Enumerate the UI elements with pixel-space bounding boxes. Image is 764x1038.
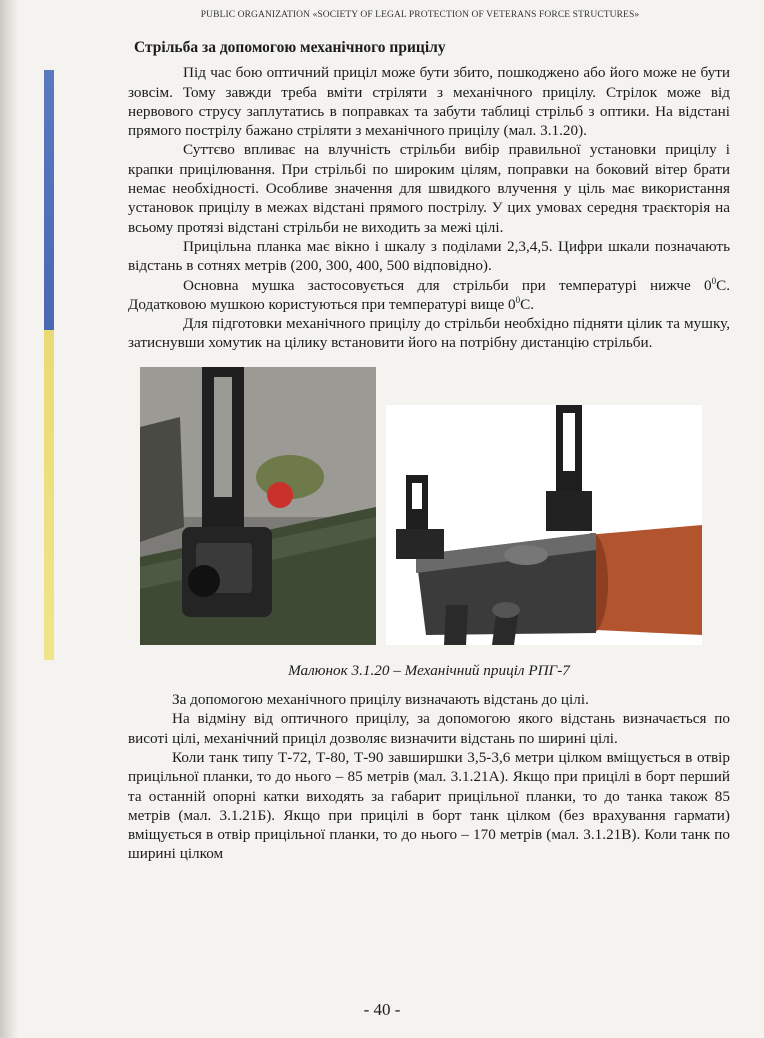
- paragraph: Для підготовки механічного прицілу до стрільби необхідно підняти цілик та мушку, затиснувши хомутик на цілику встановити його на потрібну дистанцію стрільби.: [128, 315, 730, 352]
- flag-strip-blue: [44, 70, 54, 330]
- page-edge-shadow: [0, 0, 18, 1038]
- paragraph: Прицільна планка має вікно і шкалу з поділами 2,3,4,5. Цифри шкали позначають відстань в сотнях метрів (200, 300, 400, 500 відповідно).: [128, 237, 730, 275]
- figure-caption: Малюнок 3.1.20 – Механічний приціл РПГ-7: [288, 661, 570, 679]
- paragraph: За допомогою механічного прицілу визначають відстань до цілі.: [172, 691, 589, 709]
- photo-rear-sight-closeup: [140, 367, 376, 645]
- temp-sup-1: 0: [711, 275, 717, 286]
- running-header: PUBLIC ORGANIZATION «SOCIETY OF LEGAL PROTECTION OF VETERANS FORCE STRUCTURES»: [200, 10, 640, 20]
- paragraph: Під час бою оптичний приціл може бути збито, пошкоджено або його може не бути зовсім. Тому завжди треба вміти стріляти з механічного прицілу. Стрілок може від нервового струсу заплутатись в поправках та забути таблиці стрільб з оптики. На відстані прямого пострілу бажано стріляти з механічного прицілу (мал. 3.1.20).: [128, 64, 730, 140]
- paragraph: Коли танк типу Т-72, Т-80, Т-90 завширшки 3,5-3,6 метри цілком вміщується в отвір прицільної планки, то до нього – 85 метрів (мал. 3.1.21А). Якщо при прицілі в борт перший та останній опорні катки виходять за габарит прицільної планки, то до танка також 85 метрів (мал. 3.1.21Б). Якщо при прицілі в борт танк цілком (без врахування гармати) вміщується в отвір прицільної планки, то до нього – 170 метрів (мал. 3.1.21В). Коли танк по ширині цілком: [128, 748, 730, 863]
- section-title: Стрільба за допомогою механічного прицілу: [134, 39, 446, 56]
- rpg7-sight-illustration: [386, 405, 702, 645]
- page-number: - 40 -: [363, 1000, 401, 1019]
- temp-text-1: Основна мушка застосовується для стрільби при температурі нижче 0: [183, 276, 712, 294]
- paragraph-temperature: [128, 276, 730, 315]
- page-content: [128, 38, 730, 864]
- figure-3-1-20: [128, 367, 730, 657]
- flag-strip-yellow: [44, 330, 54, 660]
- temp-text-2: С. Додатковою мушкою користуються при температурі вище 0: [128, 276, 730, 313]
- photo-rpg7-sight: [386, 405, 702, 645]
- paragraph: На відміну від оптичного прицілу, за допомогою якого відстань визначається по висоті цілі, механічний приціл дозволяє визначити відстань по ширині цілі.: [128, 710, 730, 747]
- temp-text-3: С.: [520, 295, 535, 313]
- rear-sight-closeup-illustration: [140, 367, 376, 645]
- temp-sup-2: 0: [515, 294, 521, 305]
- paragraph: Суттєво впливає на влучність стрільби вибір правильної установки прицілу і крапки прицілювання. При стрільбі по широким цілям, поправки на боковий вітер брати немає необхідності. Особливе значення для швидкого влучення у ціль має використання установок прицілу в межах відстані прямого пострілу. У цих умовах середня траєкторія на всьому протязі відстані стрільби не виходить за межі цілі.: [128, 141, 730, 236]
